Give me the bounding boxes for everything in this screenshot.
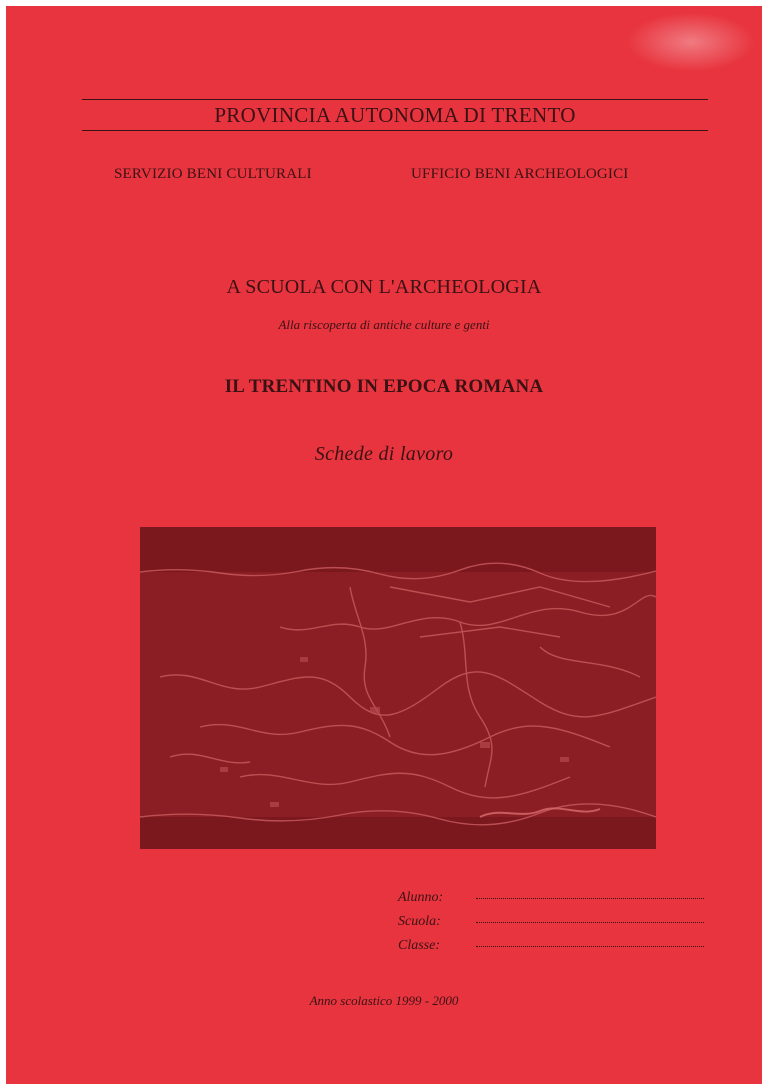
header-title: PROVINCIA AUTONOMA DI TRENTO	[214, 103, 576, 127]
map-illustration	[140, 527, 656, 849]
paper-stain	[626, 12, 756, 72]
form-row-student[interactable]	[398, 890, 718, 914]
student-label: Alunno:	[398, 890, 444, 905]
form-row-class[interactable]	[398, 938, 718, 962]
header-rule-bottom	[82, 130, 708, 131]
school-label: Scuola:	[398, 914, 441, 929]
department-right: UFFICIO BENI ARCHEOLOGICI	[411, 166, 629, 182]
header-rule-top	[82, 99, 708, 100]
form-row-school[interactable]	[398, 914, 718, 938]
student-field-line[interactable]	[476, 898, 704, 899]
cover-page	[6, 6, 762, 1084]
department-left: SERVIZIO BENI CULTURALI	[114, 166, 312, 182]
topic-title: IL TRENTINO IN EPOCA ROMANA	[224, 376, 544, 397]
worksheets-label: Schede di lavoro	[314, 443, 454, 465]
ancient-map-image	[140, 527, 656, 849]
class-field-line[interactable]	[476, 946, 704, 947]
main-title: A SCUOLA CON L'ARCHEOLOGIA	[226, 276, 542, 298]
school-field-line[interactable]	[476, 922, 704, 923]
school-year: Anno scolastico 1999 - 2000	[309, 993, 459, 1008]
subtitle: Alla riscoperta di antiche culture e genti	[278, 317, 490, 332]
class-label: Classe:	[398, 938, 440, 953]
student-info-form	[398, 890, 718, 962]
